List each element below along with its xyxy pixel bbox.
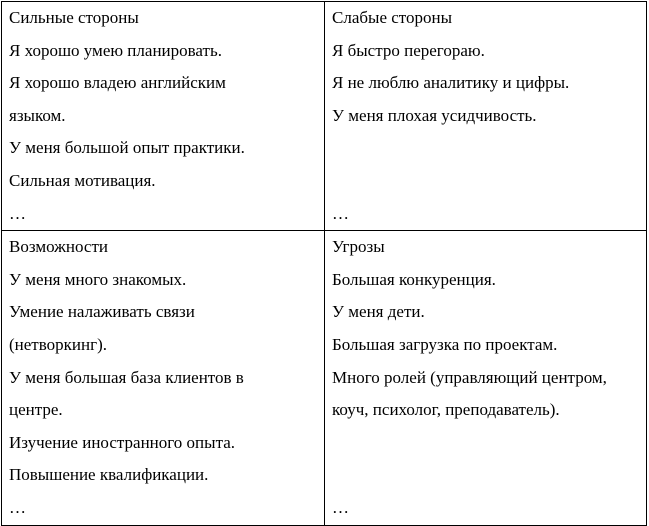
opportunities-title: Возможности: [9, 237, 108, 257]
threats-cell: [325, 231, 647, 525]
threats-line: Большая конкуренция.: [332, 269, 496, 289]
opportunities-line: (нетворкинг).: [9, 334, 107, 354]
weaknesses-ellipsis: …: [332, 203, 349, 223]
threats-title: Угрозы: [332, 237, 385, 257]
opportunities-cell: [2, 231, 325, 525]
threats-line: коуч, психолог, преподаватель).: [332, 400, 560, 420]
weaknesses-blank-line: [332, 132, 638, 165]
weaknesses-line: У меня плохая усидчивость.: [332, 105, 537, 125]
swot-table: [1, 1, 647, 526]
strengths-ellipsis: …: [9, 203, 26, 223]
strengths-line: языком.: [9, 105, 66, 125]
threats-blank-line: [332, 427, 638, 460]
strengths-title: Сильные стороны: [9, 8, 139, 27]
swot-row-top: [2, 2, 647, 231]
weaknesses-line: Я быстро перегораю.: [332, 40, 485, 60]
threats-blank-line: [332, 459, 638, 492]
opportunities-line: Умение налаживать связи: [9, 302, 195, 322]
strengths-line: Я хорошо владею английским: [9, 73, 226, 93]
threats-line: Большая загрузка по проектам.: [332, 334, 558, 354]
strengths-line: Сильная мотивация.: [9, 170, 156, 190]
swot-row-bottom: [2, 231, 647, 525]
weaknesses-line: Я не люблю аналитику и цифры.: [332, 73, 570, 93]
strengths-line: У меня большой опыт практики.: [9, 138, 245, 158]
strengths-cell: [2, 2, 325, 231]
opportunities-line: У меня много знакомых.: [9, 269, 187, 289]
threats-ellipsis: …: [332, 497, 349, 517]
weaknesses-blank-line: [332, 165, 638, 198]
opportunities-line: У меня большая база клиентов в: [9, 367, 244, 387]
weaknesses-title: Слабые стороны: [332, 8, 453, 27]
strengths-line: Я хорошо умею планировать.: [9, 40, 222, 60]
threats-line: У меня дети.: [332, 302, 425, 322]
opportunities-line: Повышение квалификации.: [9, 465, 209, 485]
weaknesses-cell: [325, 2, 647, 231]
opportunities-line: Изучение иностранного опыта.: [9, 432, 236, 452]
opportunities-ellipsis: …: [9, 497, 26, 517]
opportunities-line: центре.: [9, 400, 63, 420]
threats-line: Много ролей (управляющий центром,: [332, 367, 607, 387]
